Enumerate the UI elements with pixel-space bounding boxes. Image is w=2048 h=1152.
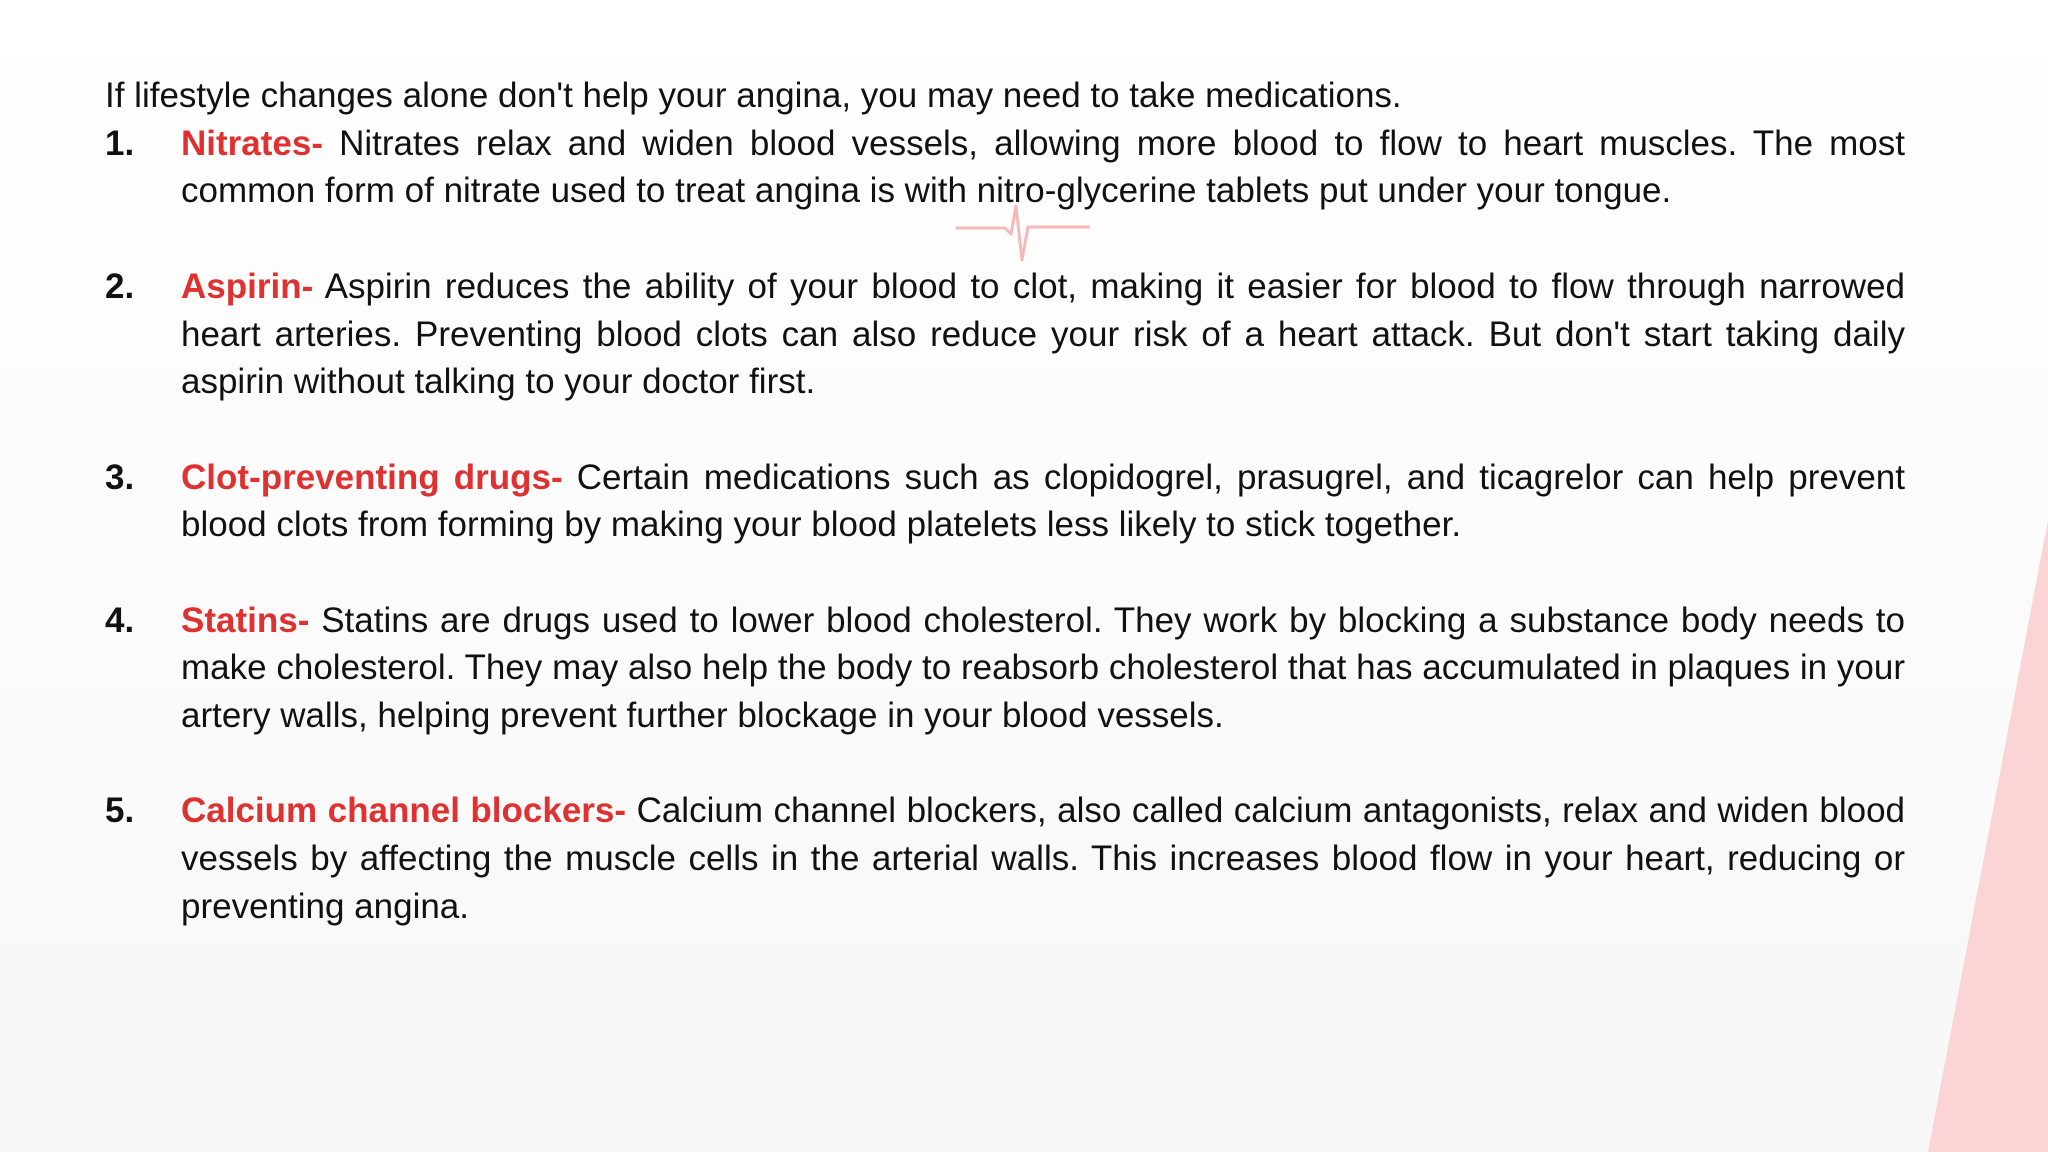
list-number: 1. [105,123,135,163]
medication-description: Calcium channel blockers, also called calcium antagonists, relax and widen blood vessels by affecting the muscle cells in the arterial walls. This increases blood flow in your heart, reducing or preventing angina. [181,791,1906,926]
medication-description: Aspirin reduces the ability of your blood to clot, making it easier for blood to flow through narrowed heart arteries. Preventing blood clots can also reduce your risk of a heart attack. But don't start taking daily aspirin without talking to your doctor first. [181,266,1905,402]
list-item-text [181,120,1905,215]
list-item-nitrates [105,120,1905,215]
list-item-text [181,454,1905,549]
list-item-calcium-channel-blockers [105,787,1905,930]
medication-description: Certain medications such as clopidogrel, prasugrel, and ticagrelor can help prevent blood clots from forming by making your blood platelets less likely to stick together. [181,457,1905,545]
medication-term: Statins- [181,600,310,640]
list-number: 5. [105,791,135,831]
medication-description: Statins are drugs used to lower blood cholesterol. They work by blocking a substance body needs to make cholesterol. They may also help the body to reabsorb cholesterol that has accumulated in plaques in your artery walls, helping prevent further blockage in your blood vessels. [181,600,1905,736]
list-item-statins [105,597,1905,740]
medication-description: Nitrates relax and widen blood vessels, allowing more blood to flow to heart muscles. The most common form of nitrate used to treat angina is with nitro-glycerine tablets put under your tongue. [181,123,1905,211]
intro-text: If lifestyle changes alone don't help your angina, you may need to take medications. [105,76,1402,115]
list-number: 4. [105,600,135,640]
list-item-aspirin [105,263,1905,406]
list-item-clot-preventing-drugs [105,454,1905,549]
medication-term: Clot-preventing drugs- [181,457,563,497]
medication-term: Calcium channel blockers- [181,791,627,831]
medication-list [105,120,1905,931]
list-item-text [181,597,1905,740]
medication-term: Aspirin- [181,266,314,306]
list-number: 2. [105,266,135,306]
list-item-text [181,787,1905,930]
corner-decoration-shape [1928,520,2048,1152]
medication-term: Nitrates- [181,123,323,163]
document-content [105,72,1905,931]
list-number: 3. [105,457,135,497]
list-item-text [181,263,1905,406]
